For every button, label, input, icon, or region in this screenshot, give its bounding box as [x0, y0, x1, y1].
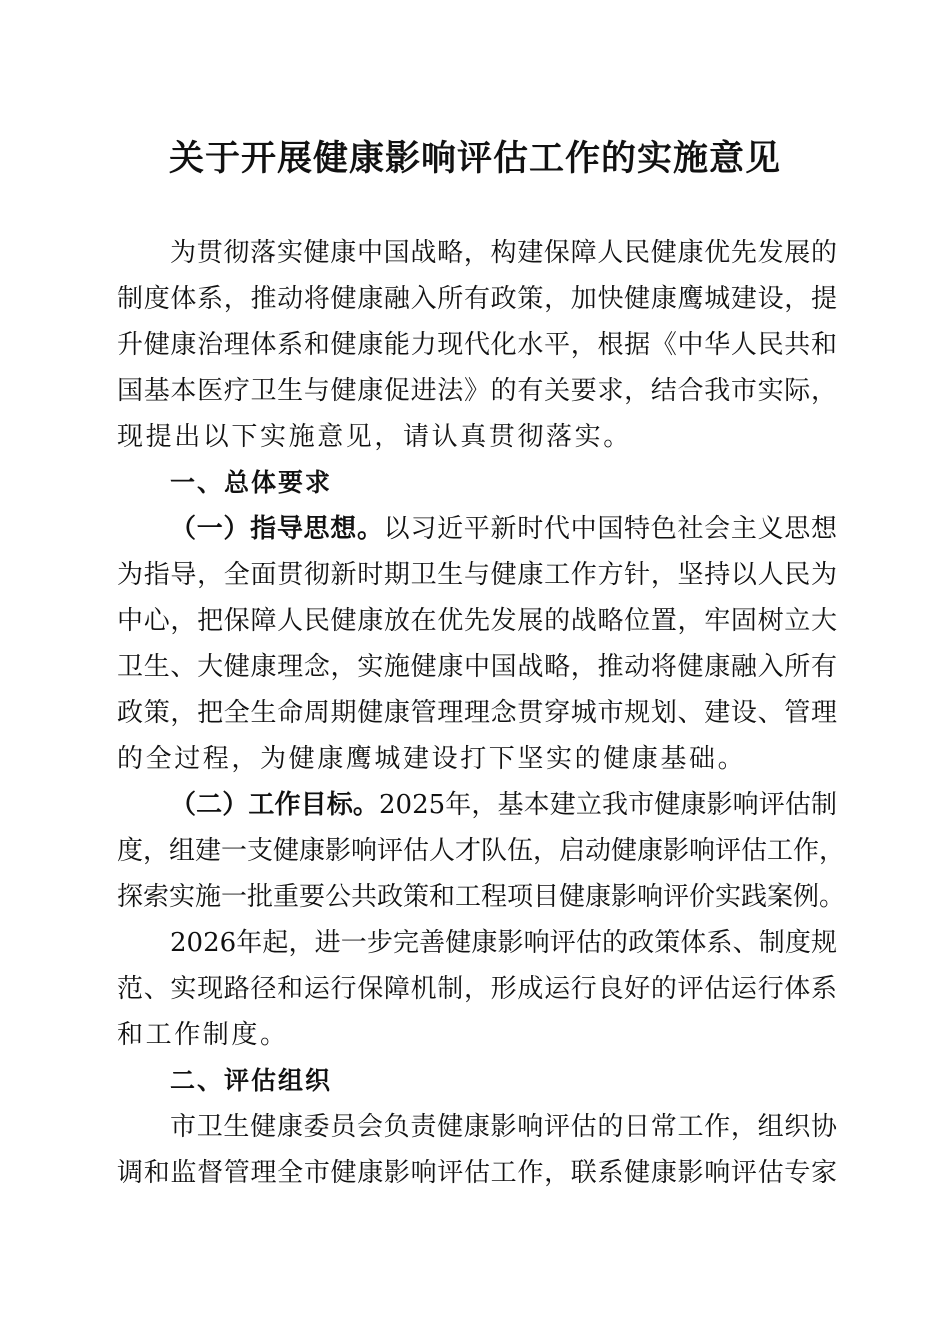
work-goals-line-3: 探索实施一批重要公共政策和工程项目健康影响评价实践案例。: [117, 882, 846, 912]
work-goals-text: 2025年，基本建立我市健康影响评估制: [378, 790, 837, 820]
work-goals-lead: （二）工作目标。: [170, 790, 379, 820]
guiding-ideology-line-6: 的全过程，为健康鹰城建设打下坚实的健康基础。: [117, 744, 747, 774]
guiding-ideology-line-5: 政策，把全生命周期健康管理理念贯穿城市规划、建设、管理: [117, 698, 837, 728]
intro-line-4: 国基本医疗卫生与健康促进法》的有关要求，结合我市实际，: [117, 376, 837, 406]
guiding-ideology-line-2: 为指导，全面贯彻新时期卫生与健康工作方针，坚持以人民为: [117, 560, 837, 590]
goals-2026-line-3: 和工作制度。: [117, 1020, 289, 1050]
guiding-ideology-lead: （一）指导思想。: [170, 514, 384, 544]
section-heading-overall-requirements: 一、总体要求: [170, 468, 333, 497]
section-heading-evaluation-organization: 二、评估组织: [170, 1066, 333, 1095]
intro-line-3: 升健康治理体系和健康能力现代化水平，根据《中华人民共和: [117, 330, 837, 360]
intro-line-5: 现提出以下实施意见，请认真贯彻落实。: [117, 422, 632, 452]
work-goals-line-1: [170, 785, 837, 825]
guiding-ideology-line-1: [170, 509, 837, 549]
goals-2026-line-2: 范、实现路径和运行保障机制，形成运行良好的评估运行体系: [117, 974, 837, 1004]
evaluation-organization-line-1: 市卫生健康委员会负责健康影响评估的日常工作，组织协: [170, 1112, 837, 1142]
guiding-ideology-text: 以习近平新时代中国特色社会主义思想: [383, 514, 837, 544]
intro-line-1: 为贯彻落实健康中国战略，构建保障人民健康优先发展的: [170, 238, 837, 268]
work-goals-line-2: 度，组建一支健康影响评估人才队伍，启动健康影响评估工作，: [117, 836, 846, 866]
guiding-ideology-line-4: 卫生、大健康理念，实施健康中国战略，推动将健康融入所有: [117, 652, 837, 682]
evaluation-organization-line-2: 调和监督管理全市健康影响评估工作，联系健康影响评估专家: [117, 1158, 837, 1188]
goals-2026-line-1: 2026年起，进一步完善健康影响评估的政策体系、制度规: [170, 928, 837, 958]
guiding-ideology-line-3: 中心，把保障人民健康放在优先发展的战略位置，牢固树立大: [117, 606, 837, 636]
intro-line-2: 制度体系，推动将健康融入所有政策，加快健康鹰城建设，提: [117, 284, 837, 314]
document-title: 关于开展健康影响评估工作的实施意见: [168, 138, 781, 179]
